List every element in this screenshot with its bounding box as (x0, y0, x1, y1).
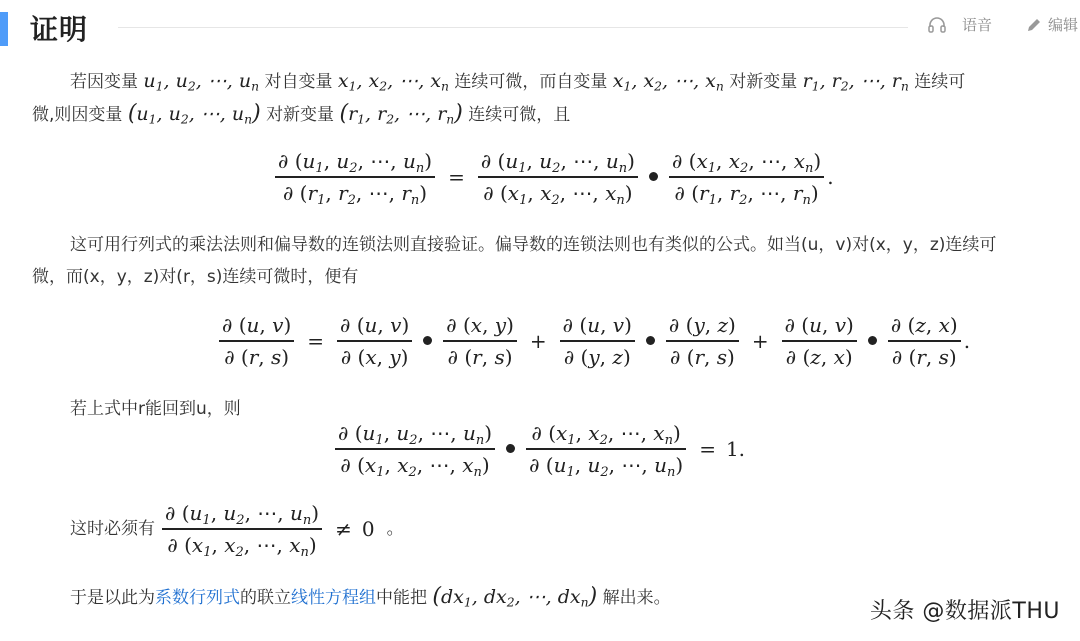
link-coefficient-determinant[interactable]: 系数行列式 (155, 588, 240, 608)
pencil-icon (1026, 17, 1042, 33)
equation-jacobian-chain: $\frac{\partial (u_1, u_2, \cdots, u_n)}{\partial (r_1, r_2, \cdots, r_n)}$ = $\frac{\partial (u_1, u_2, \cdots, u_n)}{\partial (x_1, x_2, \cdots, x_n)}$ $\frac{\partial (x_1, x_2, \cdots, x_n)}{\partial (r_1, r_2, \cdots, r_n)}$ . (272, 146, 834, 208)
watermark: 头条 @数据派THU (869, 599, 1060, 624)
paragraph-1-line-1: 若因变量 $u_1$, $u_2$, ⋯, $u_n$ 对自变量 $x_1$, $x_2$, ⋯, $x_n$ 连续可微，而自变量 $x_1$, $x_2$, ⋯, $x_n$ 对新变量 $r_1$, $r_2$, ⋯, $r_n$ 连续可 (70, 70, 966, 94)
equation-chain-rule-uv: $\frac{\partial (u, v)}{\partial (r, s)}$ = $\frac{\partial (u, v)}{\partial (x, y)}$ $\frac{\partial (x, y)}{\partial (r, s)}$ + $\frac{\partial (u, v)}{\partial (y, z)}$ $\frac{\partial (y, z)}{\partial (r, s)}$ + $\frac{\partial (u, v)}{\partial (z, x)}$ $\frac{\partial (z, x)}{\partial (r, s)}$ . (216, 310, 970, 372)
edit-label: 编辑 (1048, 16, 1079, 34)
paragraph-2-line-2: 微，而(x，y，z)对(r，s)连续可微时，便有 (32, 267, 359, 287)
paragraph-3: 若上式中r能回到u，则 (70, 399, 241, 419)
equation-inverse-product: $\frac{\partial (u_1, u_2, \cdots, u_n)}{\partial (x_1, x_2, \cdots, x_n)}$ $\frac{\partial (x_1, x_2, \cdots, x_n)}{\partial (u_1, u_2, \cdots, u_n)}$ = 1. (332, 418, 745, 480)
link-linear-equations[interactable]: 线性方程组 (291, 588, 376, 608)
paragraph-1-line-2: 微,则因变量 ($u_1$, $u_2$, ⋯, $u_n$) 对新变量 ($r_1$, $r_2$, ⋯, $r_n$) 连续可微，且 (32, 101, 571, 127)
section-accent-bar (0, 12, 8, 46)
section-title: 证明 (30, 13, 89, 46)
paragraph-5: 于是以此为系数行列式的联立线性方程组中能把 ($dx_1$, $dx_2$, ⋯, $dx_n$) 解出来。 (70, 584, 671, 610)
edit-button[interactable] (1026, 14, 1078, 35)
paragraph-4: 这时必须有 $\frac{\partial (u_1, u_2, \cdots, u_n)}{\partial (x_1, x_2, \cdots, x_n)}$ ≠ 0 。 (70, 501, 404, 560)
title-divider (118, 27, 908, 28)
headphones-icon (928, 17, 946, 33)
voice-label: 语音 (962, 16, 993, 34)
voice-button[interactable] (928, 14, 992, 35)
paragraph-2-line-1: 这可用行列式的乘法法则和偏导数的连锁法则直接验证。偏导数的连锁法则也有类似的公式。如当(u，v)对(x，y，z)连续可 (70, 235, 997, 255)
